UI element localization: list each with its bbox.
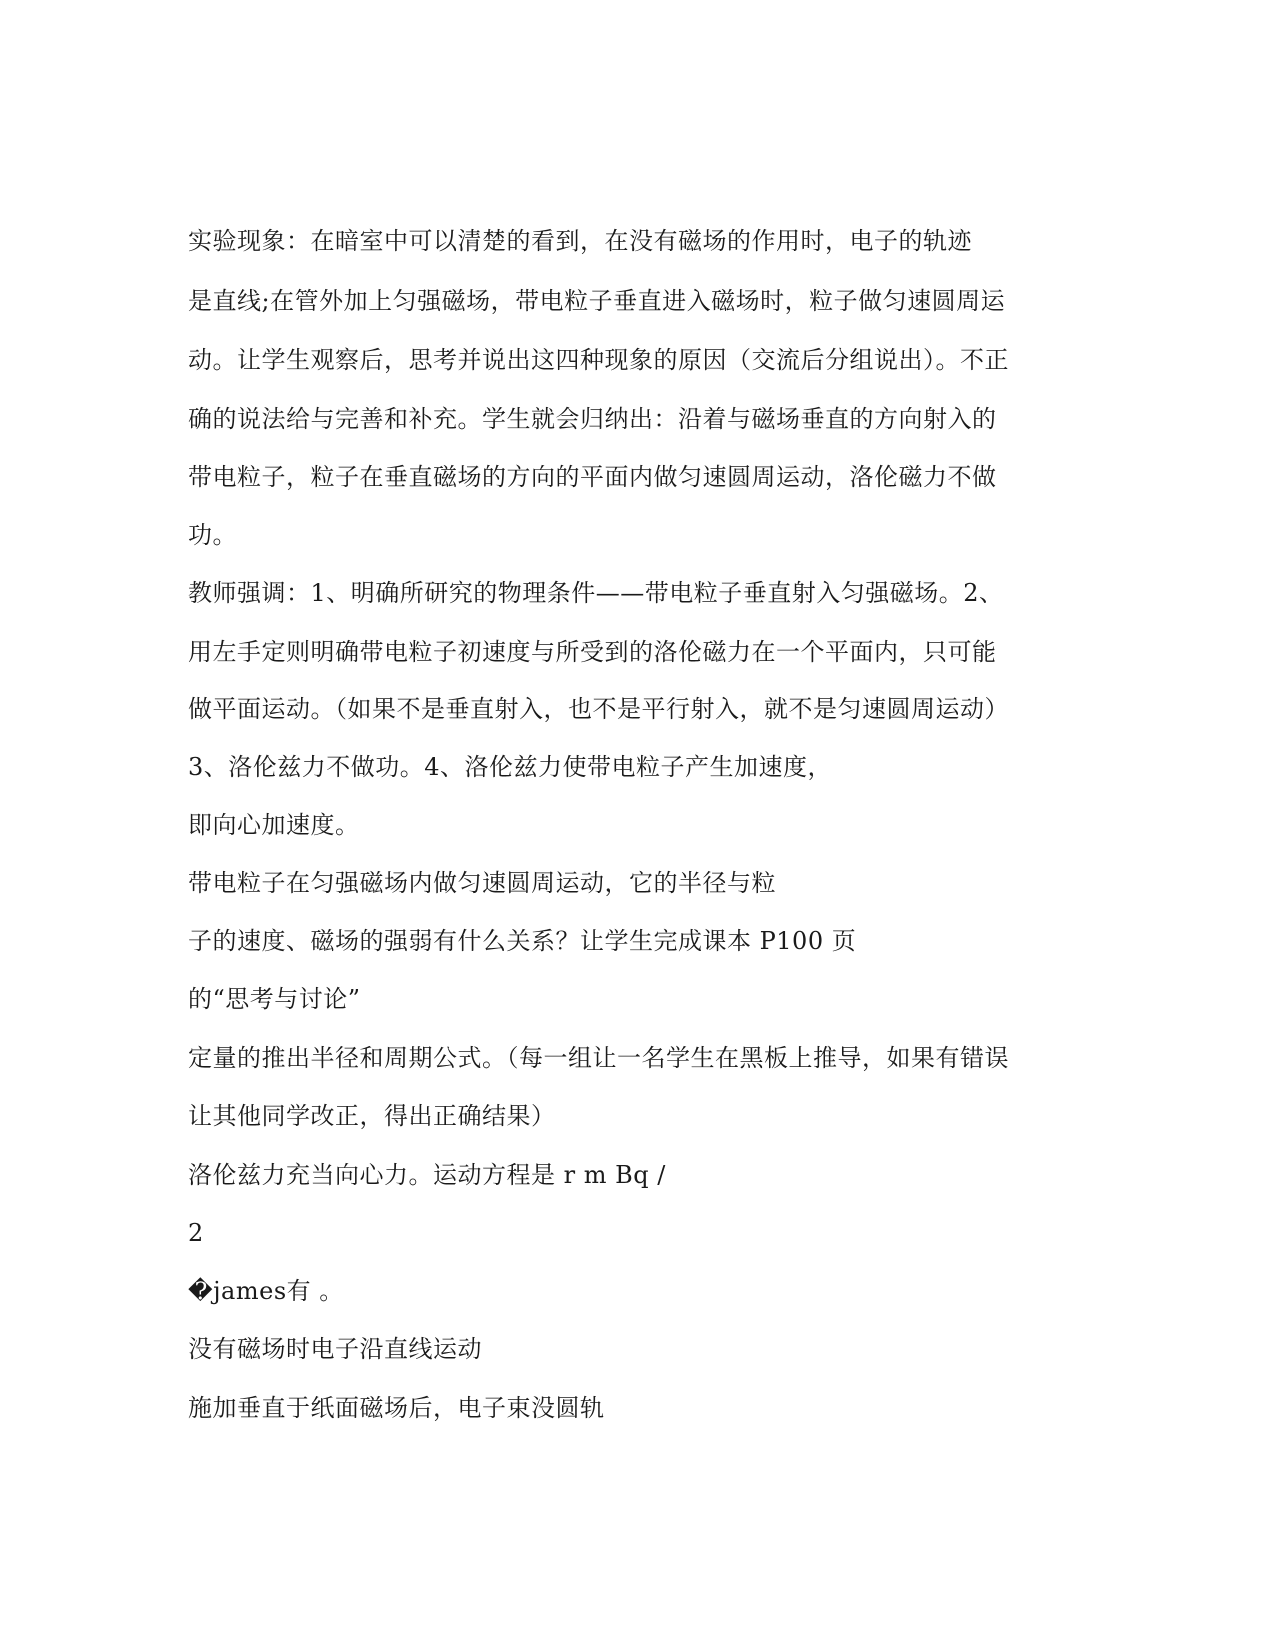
text-line: 动。让学生观察后，思考并说出这四种现象的原因（交流后分组说出）。不正	[188, 346, 1009, 374]
text-line: 施加垂直于纸面磁场后，电子束没圆轨	[188, 1394, 605, 1422]
text-line: 确的说法给与完善和补充。学生就会归纳出：沿着与磁场垂直的方向射入的	[188, 405, 997, 433]
text-line: 功。	[188, 521, 237, 549]
text-line: 2	[188, 1219, 204, 1247]
text-line: �james有 。	[188, 1277, 344, 1305]
text-line: 的“思考与讨论”	[188, 985, 361, 1013]
text-line: 带电粒子在匀强磁场内做匀速圆周运动，它的半径与粒	[188, 869, 776, 897]
text-line: 定量的推出半径和周期公式。（每一组让一名学生在黑板上推导，如果有错误	[188, 1044, 1009, 1072]
text-line: 带电粒子，粒子在垂直磁场的方向的平面内做匀速圆周运动，洛伦磁力不做	[188, 463, 997, 491]
text-line: 子的速度、磁场的强弱有什么关系？让学生完成课本 P100 页	[188, 927, 857, 955]
text-line: 洛伦兹力充当向心力。运动方程是 r m Bq /	[188, 1161, 666, 1189]
text-line: 用左手定则明确带电粒子初速度与所受到的洛伦磁力在一个平面内，只可能	[188, 638, 997, 666]
text-line: 让其他同学改正，得出正确结果）	[188, 1102, 556, 1130]
text-line: 实验现象：在暗室中可以清楚的看到，在没有磁场的作用时，电子的轨迹	[188, 227, 972, 255]
text-line: 是直线;在管外加上匀强磁场，带电粒子垂直进入磁场时，粒子做匀速圆周运	[188, 287, 1006, 315]
text-line: 教师强调：1、明确所研究的物理条件——带电粒子垂直射入匀强磁场。2、	[188, 579, 1004, 607]
text-line: 做平面运动。（如果不是垂直射入，也不是平行射入，就不是匀速圆周运动）	[188, 695, 1009, 723]
text-line: 3、洛伦兹力不做功。4、洛伦兹力使带电粒子产生加速度，	[188, 753, 833, 781]
text-line: 即向心加速度。	[188, 811, 360, 839]
text-line: 没有磁场时电子沿直线运动	[188, 1335, 482, 1363]
